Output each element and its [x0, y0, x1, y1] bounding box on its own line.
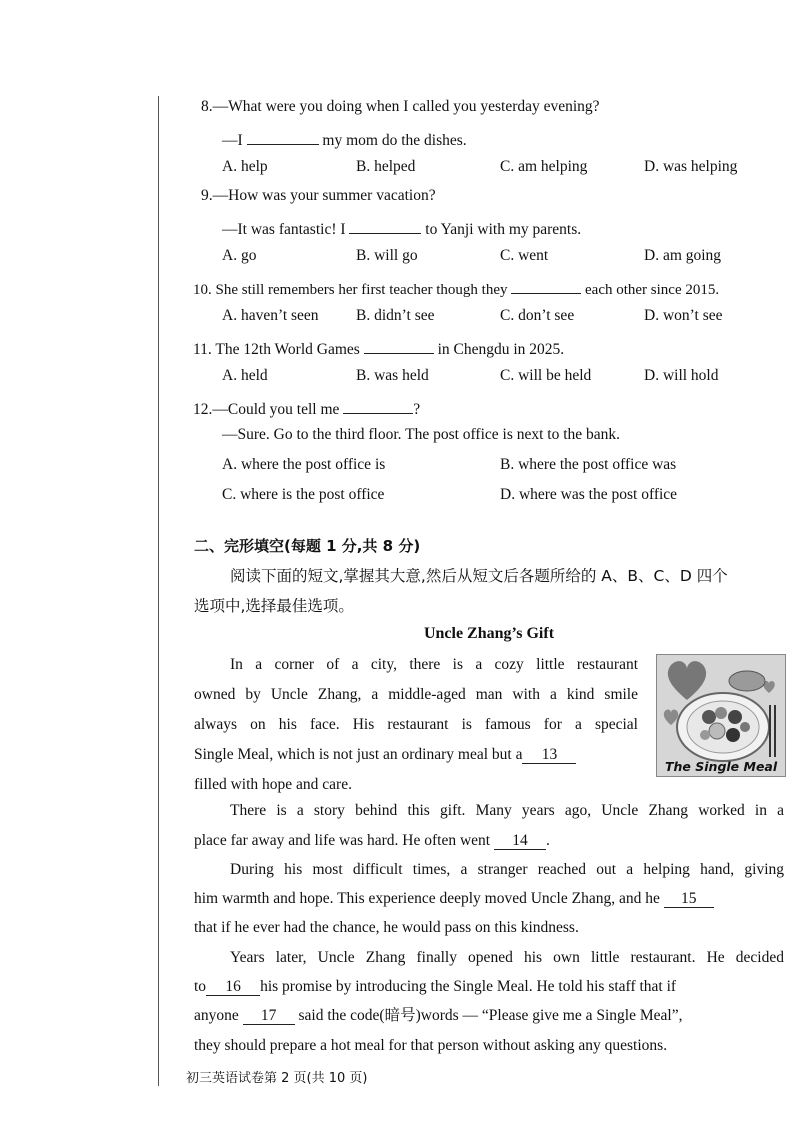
paragraph-3-line-1: During his most difficult times, a stranger reached out a helping hand, giving: [230, 861, 784, 878]
instruction-line-1: 阅读下面的短文,掌握其大意,然后从短文后各题所给的 A、B、C、D 四个: [230, 567, 728, 585]
question-12: [193, 396, 420, 420]
question-number: 12.: [193, 401, 213, 418]
question-stem-end: ?: [413, 401, 421, 418]
question-number: 9.: [201, 187, 213, 204]
question-9-answer-line: [222, 216, 581, 240]
question-stem: —Could you tell me: [212, 401, 340, 418]
paragraph-1-line-4: [194, 745, 576, 765]
option-c[interactable]: C. don’t see: [500, 307, 575, 324]
paragraph-4-line-3: [194, 1006, 682, 1026]
paragraph-1-line-2: owned by Uncle Zhang, a middle-aged man with a kind smile: [194, 686, 638, 703]
question-number: 11.: [193, 341, 212, 358]
paragraph-2-line-2: [194, 831, 550, 851]
article-title: Uncle Zhang’s Gift: [423, 625, 555, 642]
question-10: [193, 276, 719, 300]
line-text: anyone: [194, 1007, 239, 1024]
option-b[interactable]: B. helped: [356, 158, 416, 175]
paragraph-4-line-2: [194, 977, 676, 997]
line-text: Single Meal, which is not just an ordinary meal but a: [194, 746, 523, 763]
option-a[interactable]: A. help: [222, 158, 268, 175]
line-text: his promise by introducing the Single Meal. He told his staff that if: [260, 978, 677, 995]
question-stem: —What were you doing when I called you yesterday evening?: [212, 98, 600, 115]
option-a[interactable]: A. where the post office is: [222, 456, 386, 473]
answer-blank[interactable]: [247, 127, 319, 145]
paragraph-2-line-1: There is a story behind this gift. Many years ago, Uncle Zhang worked in a: [230, 802, 784, 819]
paragraph-4-line-1: Years later, Uncle Zhang finally opened his own little restaurant. He decided: [230, 949, 784, 966]
blank-number: 16: [225, 978, 241, 995]
option-d[interactable]: D. won’t see: [644, 307, 723, 324]
question-9: [201, 186, 436, 206]
line-text: to Yanji with my parents.: [425, 221, 582, 238]
question-number: 8.: [201, 98, 213, 115]
line-text: him warmth and hope. This experience deeply moved Uncle Zhang, and he: [194, 890, 660, 907]
line-text: place far away and life was hard. He often went: [194, 832, 491, 849]
option-b[interactable]: B. didn’t see: [356, 307, 435, 324]
option-c[interactable]: C. am helping: [500, 158, 588, 175]
paragraph-3-line-3: that if he ever had the chance, he would pass on this kindness.: [194, 919, 579, 936]
question-stem: She still remembers her first teacher though they: [215, 282, 508, 298]
blank-number: 15: [680, 890, 697, 907]
question-8: [201, 97, 600, 117]
cloze-blank-14[interactable]: [494, 832, 546, 850]
cloze-blank-16[interactable]: [206, 978, 260, 996]
single-meal-illustration: [656, 654, 786, 777]
illustration-caption: The Single Meal: [665, 759, 778, 774]
line-text: —I: [222, 132, 243, 149]
option-d[interactable]: D. was helping: [644, 158, 738, 175]
line-text: —It was fantastic! I: [222, 221, 346, 238]
question-stem: —How was your summer vacation?: [212, 187, 436, 204]
option-d[interactable]: D. where was the post office: [500, 486, 678, 503]
section-title: 二、完形填空(每题 1 分,共 8 分): [194, 537, 421, 555]
paragraph-3-line-2: [194, 889, 714, 909]
instruction-line-2: 选项中,选择最佳选项。: [194, 597, 354, 615]
line-text: —Sure. Go to the third floor. The post office is next to the bank.: [222, 426, 621, 443]
option-a[interactable]: A. haven’t seen: [222, 307, 319, 324]
answer-blank[interactable]: [364, 336, 434, 354]
option-d[interactable]: D. am going: [644, 247, 722, 264]
question-8-answer-line: [222, 127, 467, 151]
blank-number: 13: [541, 746, 558, 763]
question-stem-end: in Chengdu in 2025.: [437, 341, 565, 358]
option-c[interactable]: C. where is the post office: [222, 486, 385, 503]
blank-number: 17: [260, 1007, 277, 1024]
cloze-blank-15[interactable]: [664, 890, 714, 908]
blank-number: 14: [512, 832, 528, 849]
option-b[interactable]: B. where the post office was: [500, 456, 677, 473]
question-stem: The 12th World Games: [215, 341, 360, 358]
answer-blank[interactable]: [511, 276, 581, 294]
option-b[interactable]: B. was held: [356, 367, 429, 384]
answer-blank[interactable]: [343, 396, 413, 414]
cloze-blank-13[interactable]: [522, 746, 576, 764]
paragraph-4-line-4: they should prepare a hot meal for that person without asking any questions.: [194, 1037, 668, 1054]
line-text: said the code(暗号)words — “Please give me a Single Meal”,: [298, 1007, 683, 1024]
option-a[interactable]: A. held: [222, 367, 268, 384]
option-c[interactable]: C. went: [500, 247, 549, 264]
line-text: .: [545, 832, 550, 849]
page-footer: 初三英语试卷第 2 页(共 10 页): [186, 1071, 368, 1086]
paragraph-1-line-1: In a corner of a city, there is a cozy little restaurant: [230, 656, 638, 673]
option-a[interactable]: A. go: [222, 247, 257, 264]
option-b[interactable]: B. will go: [356, 247, 418, 264]
option-c[interactable]: C. will be held: [500, 367, 592, 384]
line-text: to: [194, 978, 207, 995]
paragraph-1-line-5: filled with hope and care.: [194, 776, 352, 793]
answer-blank[interactable]: [349, 216, 421, 234]
paragraph-1-line-3: always on his face. His restaurant is famous for a special: [194, 716, 638, 733]
question-number: 10.: [193, 282, 212, 298]
binding-margin-line: [158, 96, 159, 1086]
question-stem-end: each other since 2015.: [585, 282, 720, 298]
question-11: [193, 336, 564, 360]
plate-with-hearts-icon: [657, 655, 785, 776]
line-text: my mom do the dishes.: [322, 132, 467, 149]
option-d[interactable]: D. will hold: [644, 367, 719, 384]
question-12-answer-line: [222, 425, 620, 445]
cloze-blank-17[interactable]: [243, 1007, 295, 1025]
